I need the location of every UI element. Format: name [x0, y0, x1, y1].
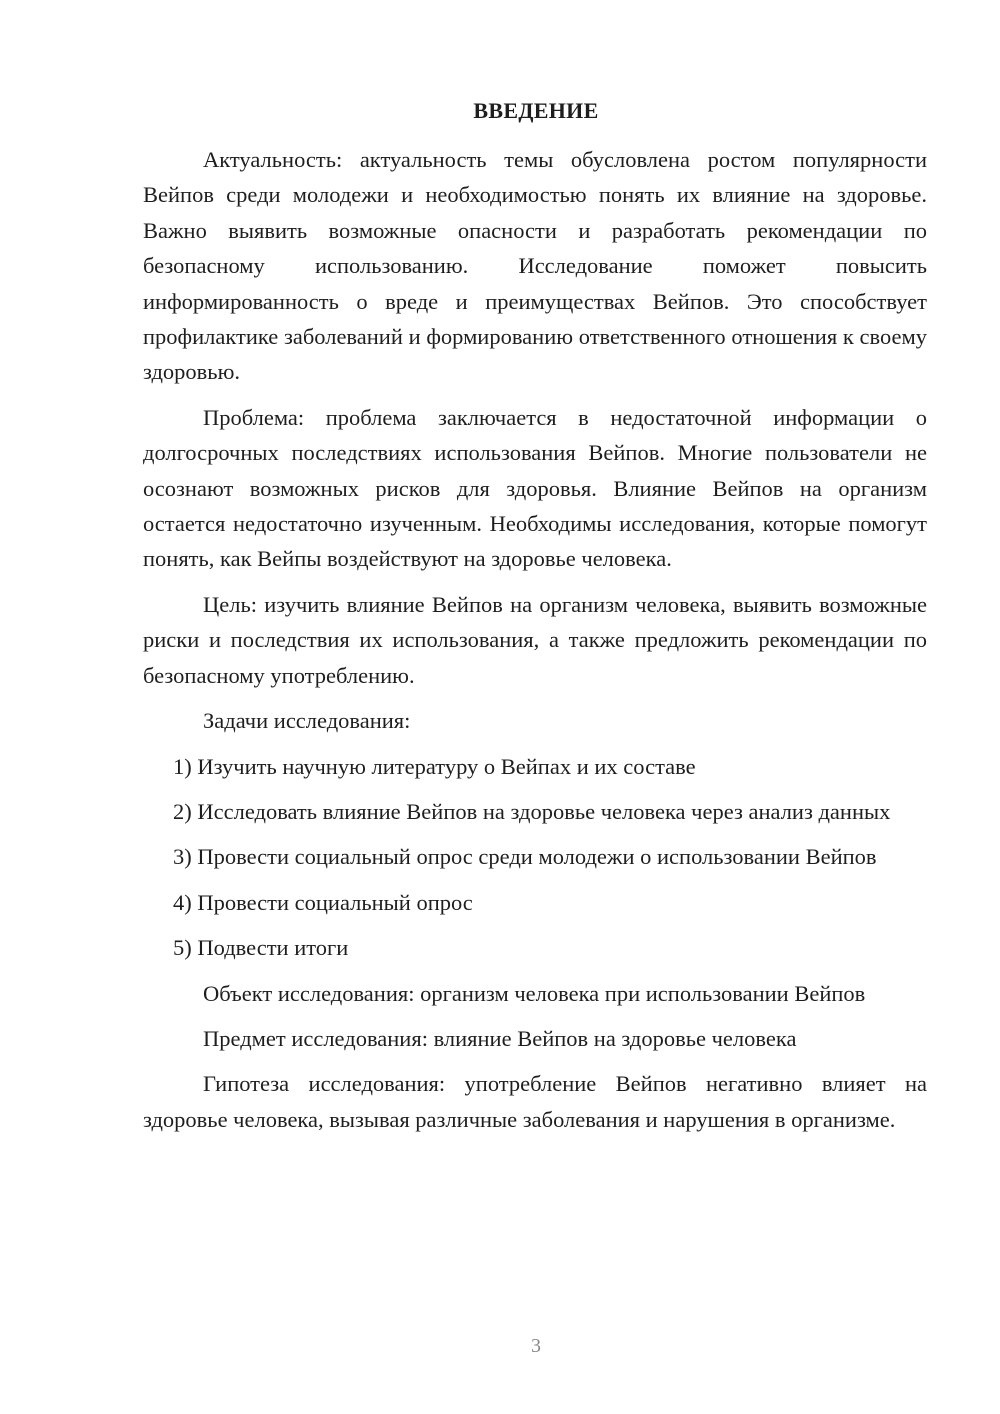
body-text — [143, 142, 927, 1147]
goal-paragraph: Цель: изучить влияние Вейпов на организм человека, выявить возможные риски и последствия их использования, а также предложить рекомендации по безопасному употреблению. — [143, 591, 927, 688]
problem-paragraph: Проблема: проблема заключается в недостаточной информации о долгосрочных последствиях использования Вейпов. Многие пользователи не осознают возможных рисков для здоровья. Влияние Вейпов на организм остается недостаточно изученным. Необходимы исследования, которые помогут понять, как Вейпы воздействуют на здоровье человека. — [143, 404, 927, 572]
hypothesis-paragraph: Гипотеза исследования: употребление Вейпов негативно влияет на здоровье человека, вызывая различные заболевания и нарушения в организме. — [143, 1071, 927, 1132]
section-heading: ВВЕДЕНИЕ — [473, 98, 599, 123]
task-item: 1) Изучить научную литературу о Вейпах и их составе — [173, 753, 696, 779]
task-item: 5) Подвести итоги — [173, 935, 349, 961]
task-item: 4) Провести социальный опрос — [173, 889, 473, 915]
relevance-paragraph: Актуальность: актуальность темы обусловлена ростом популярности Вейпов среди молодежи и необходимостью понять их влияние на здоровье. Важно выявить возможные опасности и разработать рекомендации по безопасному использованию. Исследование поможет повысить информированность о вреде и преимуществах Вейпов. Это способствует профилактике заболеваний и формированию ответственного отношения к своему здоровью. — [143, 147, 927, 385]
page-number: 3 — [531, 1335, 541, 1357]
subject-paragraph: Предмет исследования: влияние Вейпов на здоровье человека — [203, 1025, 797, 1051]
tasks-title: Задачи исследования: — [203, 708, 411, 734]
task-item: 3) Провести социальный опрос среди молодежи о использовании Вейпов — [173, 844, 877, 870]
object-paragraph: Объект исследования: организм человека при использовании Вейпов — [203, 980, 866, 1006]
task-item: 2) Исследовать влияние Вейпов на здоровье человека через анализ данных — [173, 798, 891, 824]
